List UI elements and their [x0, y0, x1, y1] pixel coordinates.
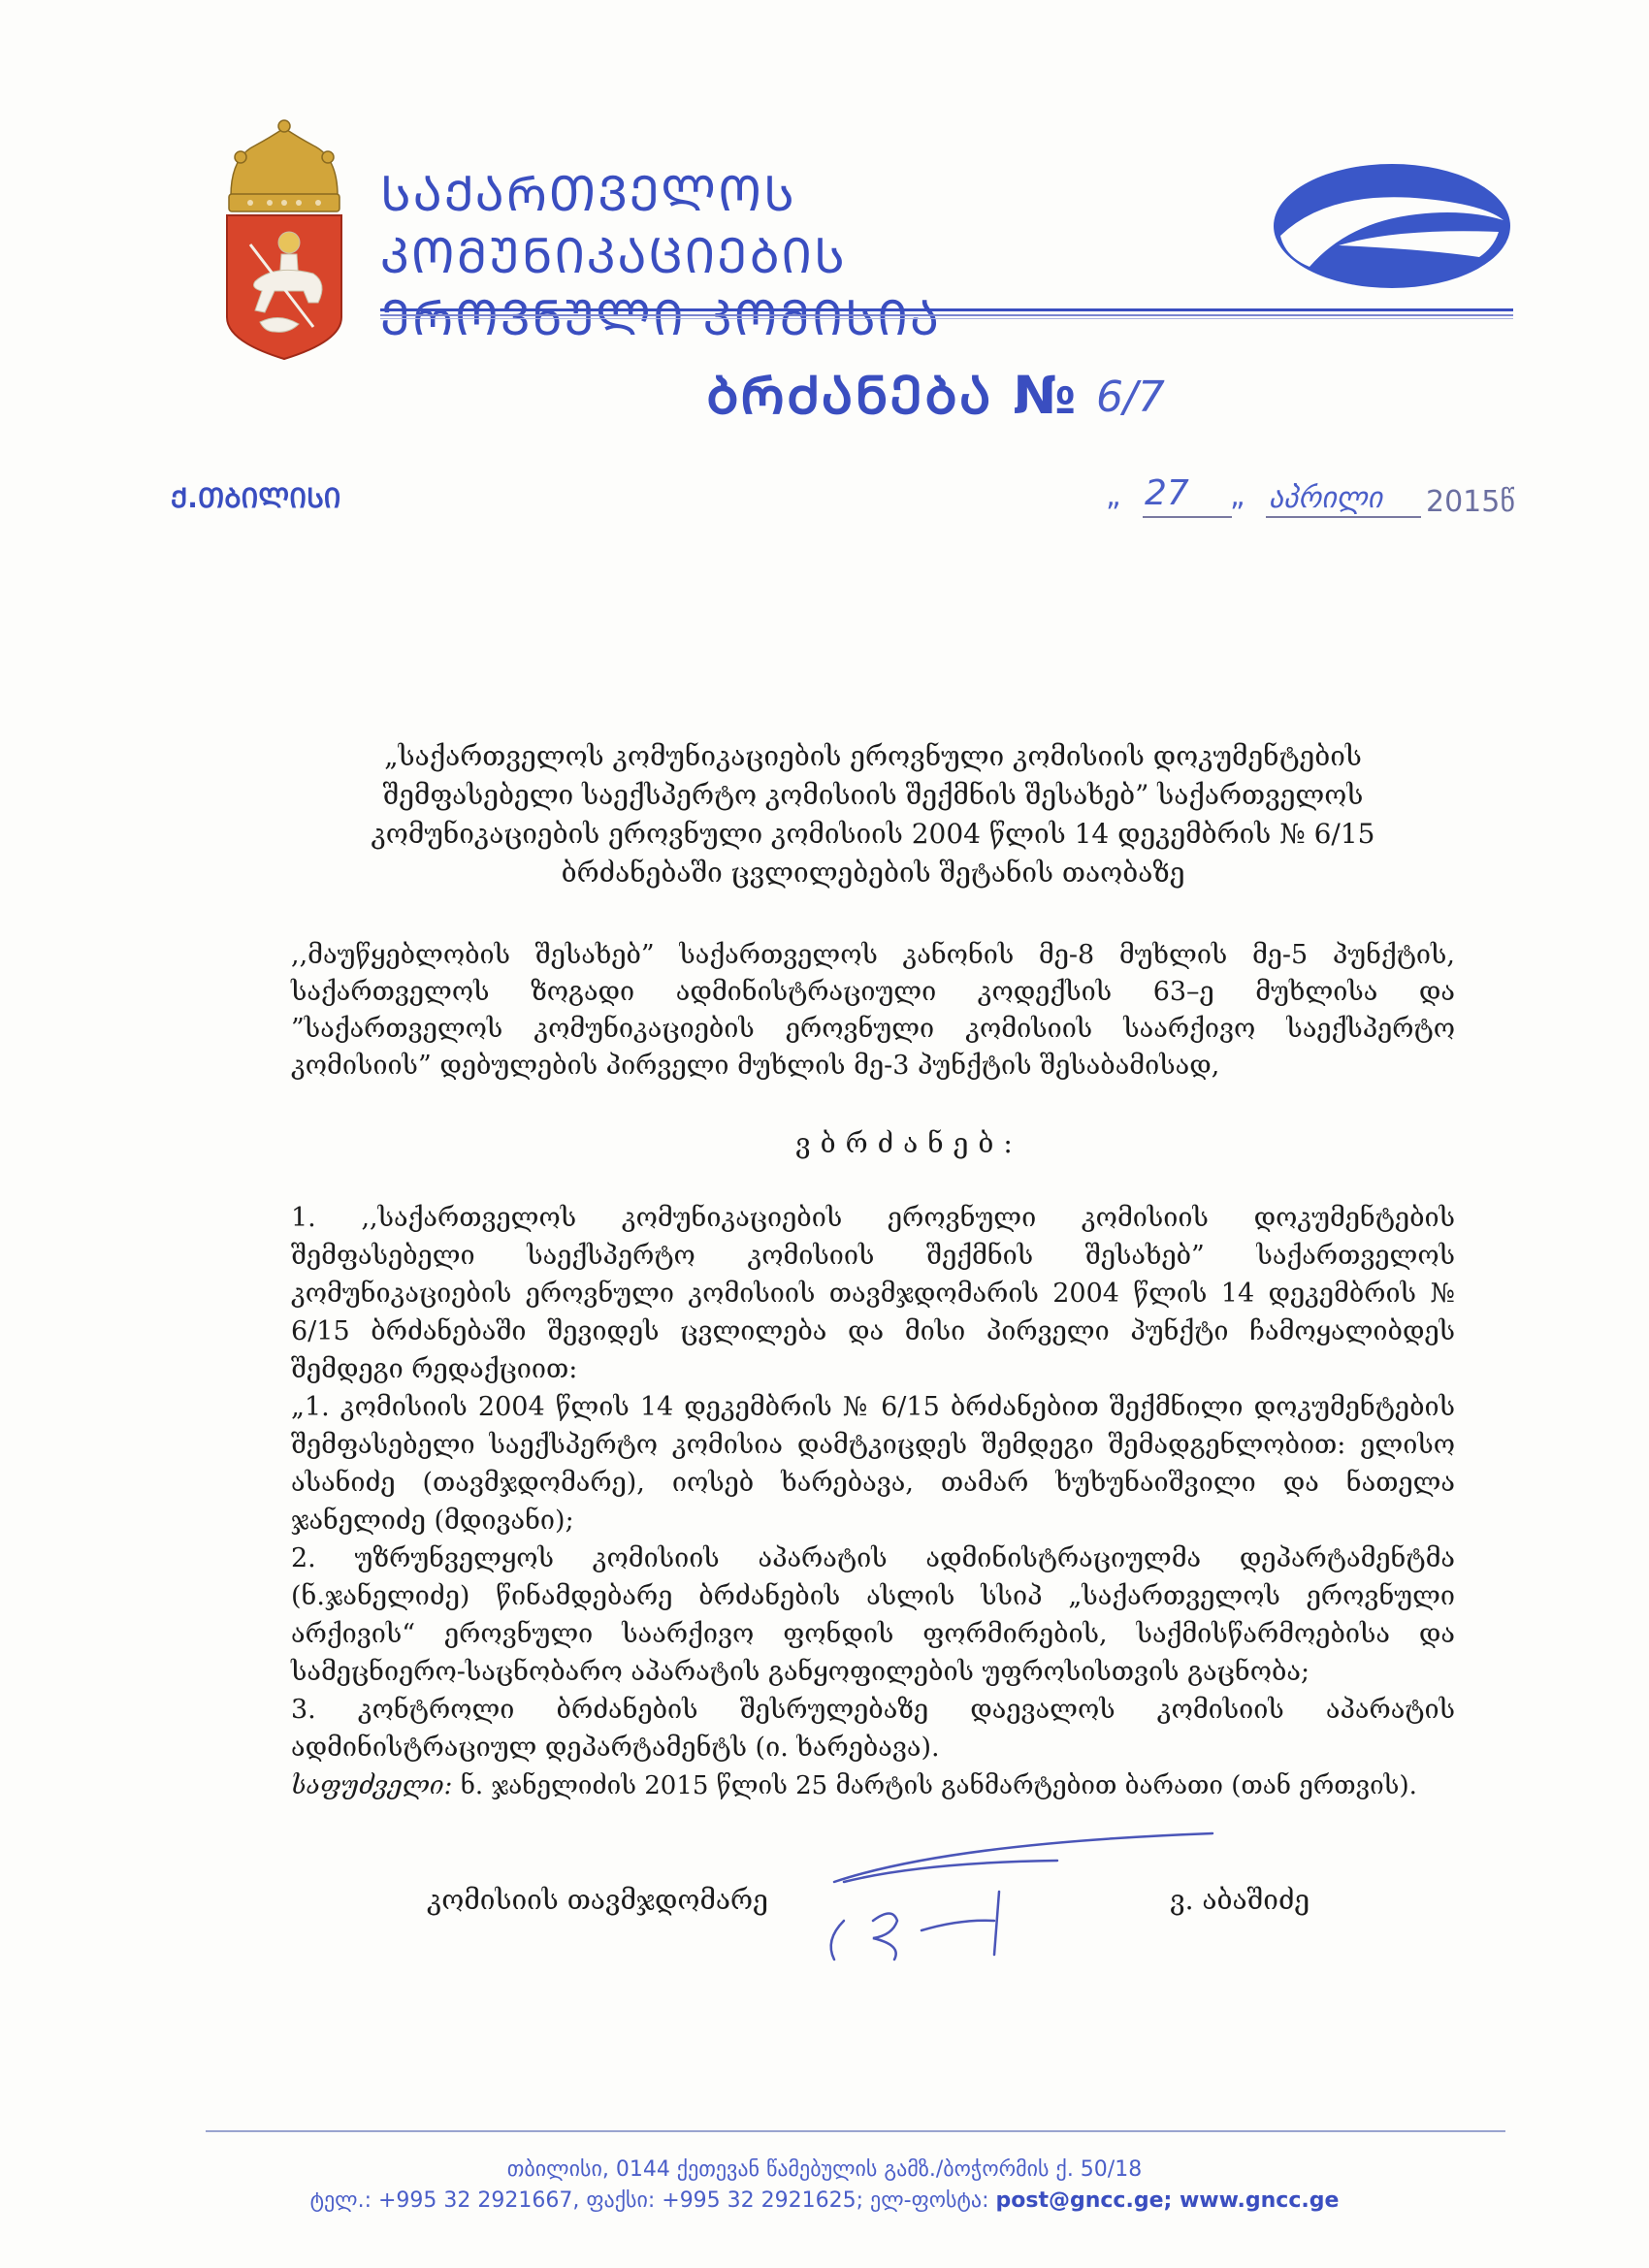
order-item-2: 2. უზრუნველყოს კომისიის აპარატის ადმინისტრაციულმა დეპარტამენტმა (ნ.ჯანელიძე) წინამდებარე ბრძანების ასლის სსიპ „საქართველოს ეროვნული არქივის“ ეროვნული საარქივო ფონდის ფორმირების, საქმისწარმოებისა და სამეცნიერო-საცნობარო აპარატის განყოფილების უფროსისთვის გაცნობა; [291, 1543, 1455, 1687]
footer-divider [206, 2130, 1505, 2132]
preamble-paragraph: ,,მაუწყებლობის შესახებ” საქართველოს კანონის მე-8 მუხლის მე-5 პუნქტის, საქართველოს ზოგადი ადმინისტრაციული კოდექსის 63–ე მუხლისა და ”საქართველოს კომუნიკაციების ეროვნული კომისიის საარქივო საექსპერტო კომისიის” დებულების პირველი მუხლის მე-3 პუნქტის შესაბამისად, [291, 940, 1455, 1081]
order-items [291, 1199, 1455, 1766]
gncc-logo-icon [1271, 160, 1513, 291]
organization-name-line1: ᲡᲐᲥᲐᲠᲗᲕᲔᲚᲝᲡ ᲙᲝᲛᲣᲜᲘᲙᲐᲪᲘᲔᲑᲘᲡ [380, 166, 847, 284]
basis-text: ნ. ჯანელიძის 2015 წლის 25 მარტის განმარტებით ბარათი (თან ერთვის). [452, 1771, 1417, 1800]
coat-of-arms-icon [221, 118, 347, 361]
order-title: ᲑᲠᲫᲐᲜᲔᲑᲐ № [706, 365, 1079, 426]
date-day: 27 [1145, 473, 1189, 513]
signatory-name: ვ. აბაშიძე [1170, 1884, 1310, 1916]
footer-phone: ტელ.: +995 32 2921667, ფაქსი: +995 32 2921625; ელ-ფოსტა: [309, 2188, 996, 2213]
order-item-1: 1. ,,საქართველოს კომუნიკაციების ეროვნული კომისიის დოკუმენტების შემფასებელი საექსპერტო კომისიის შექმნის შესახებ” საქართველოს კომუნიკაციების ეროვნული კომისიის თავმჯდომარის 2004 წლის 14 დეკემბრის № 6/15 ბრძანებაში შევიდეს ცვლილება და მისი პირველი პუნქტი ჩამოყალიბდეს შემდეგი რედაქციით: [291, 1203, 1455, 1384]
footer-contacts [0, 2188, 1649, 2213]
document-title: „საქართველოს კომუნიკაციების ეროვნული კომისიის დოკუმენტების შემფასებელი საექსპერტო კომისიის შექმნის შესახებ” საქართველოს კომუნიკაციების ეროვნული კომისიის 2004 წლის 14 დეკემბრის № 6/15 ბრძანებაში ცვლილებების შეტანის თაობაზე [371, 740, 1375, 889]
date-day-underline [1143, 516, 1232, 518]
signatory-title: კომისიის თავმჯდომარე [427, 1884, 768, 1916]
date-open-quote: „ [1106, 479, 1121, 513]
header-divider [380, 308, 1513, 322]
order-item-1-quote: „1. კომისიის 2004 წლის 14 დეკემბრის № 6/15 ბრძანებით შექმნილი დოკუმენტების შემფასებელი საექსპერტო კომისია დამტკიცდეს შემდეგი შემადგენლობით: ელისო ასანიძე (თავმჯდომარე), იოსებ ხარებავა, თამარ ხუხუნაიშვილი და ნათელა ჯანელიძე (მდივანი); [291, 1392, 1455, 1536]
date-year: 2015წ [1426, 485, 1515, 519]
footer-address: თბილისი, 0144 ქეთევან წამებულის გამზ./ბოჭორმის ქ. 50/18 [506, 2157, 1143, 2182]
decree-heading: ვბრძანებ: [795, 1127, 1022, 1159]
order-item-3: 3. კონტროლი ბრძანების შესრულებაზე დაევალოს კომისიის აპარატის ადმინისტრაციულ დეპარტამენტს (ი. ხარებავა). [291, 1695, 1455, 1763]
order-number: 6/7 [1096, 373, 1165, 422]
basis-label: საფუძველი: [291, 1771, 453, 1800]
footer-email-web[interactable]: post@gncc.ge; www.gncc.ge [995, 2188, 1340, 2213]
date-close-quote: „ [1230, 479, 1245, 513]
date-month: აპრილი [1269, 481, 1383, 515]
city-label: Ქ.ᲗᲑᲘᲚᲘᲡᲘ [171, 482, 341, 514]
basis-line [291, 1771, 1455, 1800]
date-month-underline [1266, 516, 1421, 518]
